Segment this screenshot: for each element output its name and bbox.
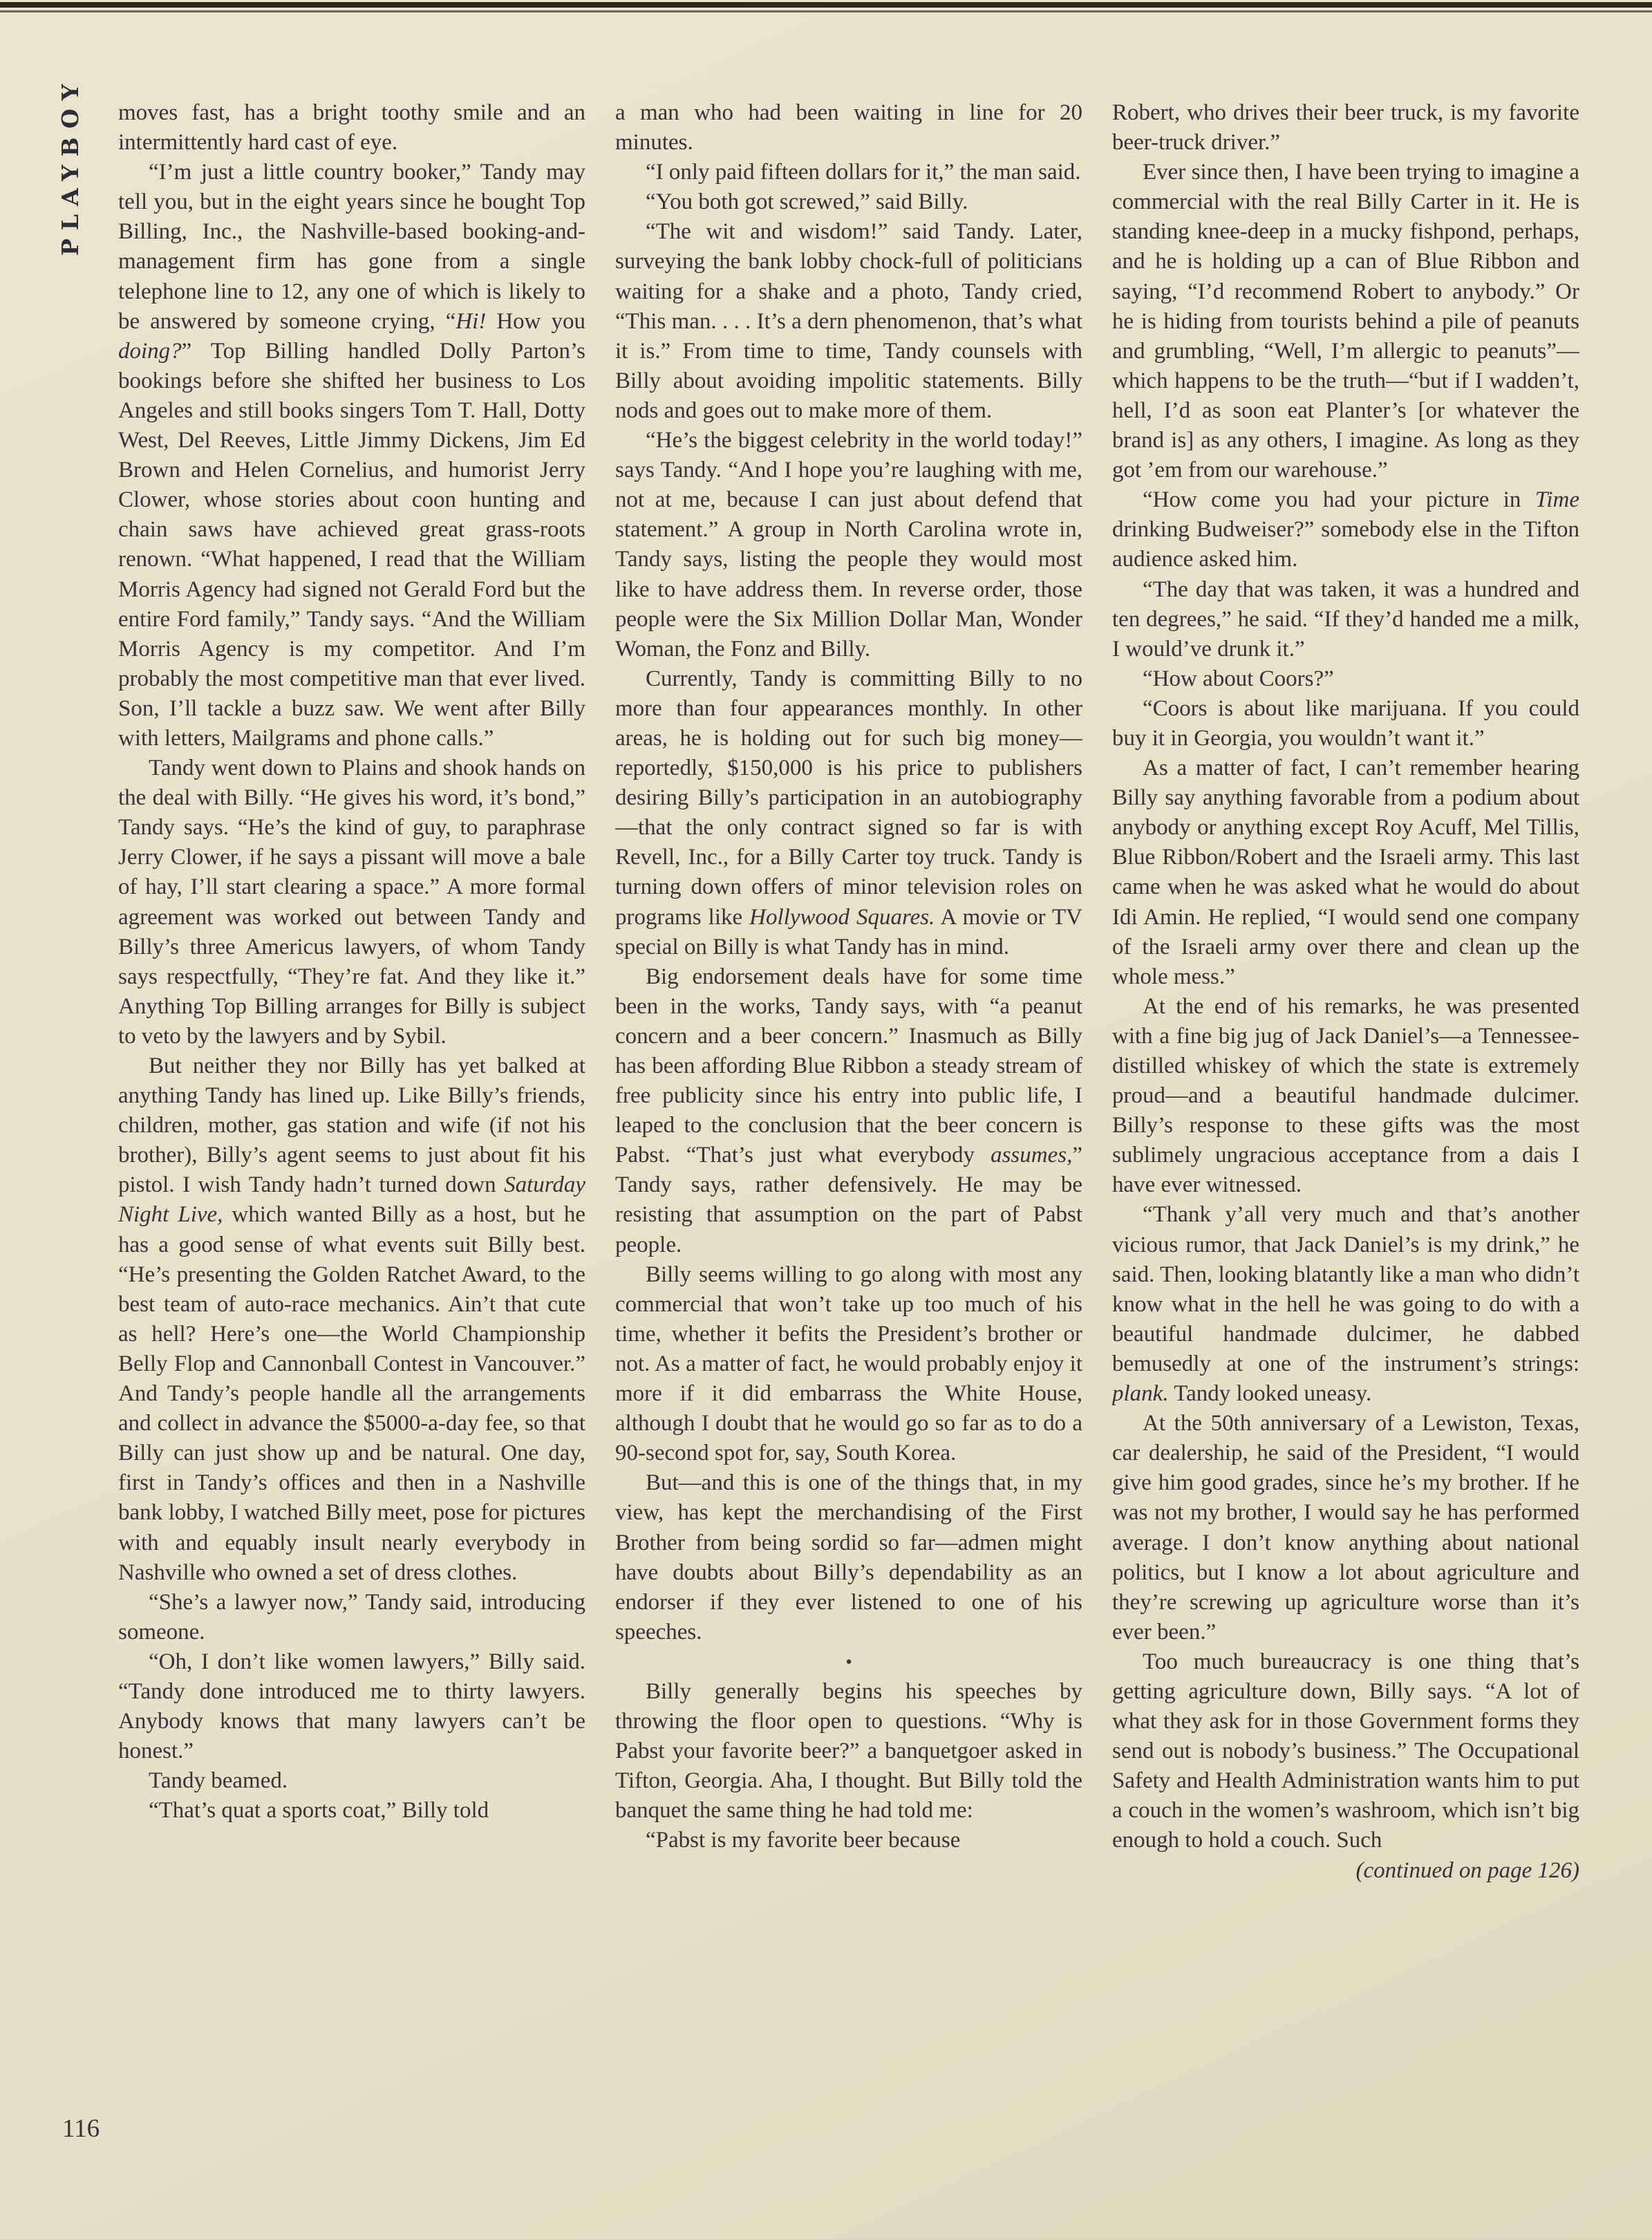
body-text: moves fast, has a bright toothy smile and an intermittently hard cast of eye. [118,100,585,156]
paragraph [1112,1200,1579,1409]
body-text: Billy generally begins his speeches by throwing the floor open to questions. “Why is Pabst your favorite beer?” a banquetgoer asked in Tifton, Georgia. Aha, I thought. But Billy told the banquet the same thing he had told me: [615,1678,1082,1824]
body-text: “Oh, I don’t like women lawyers,” Billy said. “Tandy done introduced me to thirty lawyers. Anybody knows that many lawyers can’t be honest.” [118,1649,585,1764]
paragraph [1112,1647,1579,1856]
paragraph [118,1766,585,1796]
paragraph [118,753,585,1051]
italic-text: doing? [118,338,182,364]
italic-text: assumes, [991,1143,1073,1168]
body-text: Tandy looked uneasy. [1168,1381,1372,1407]
body-text: which wanted Billy as a host, but he has a good sense of what events suit Billy best. “He’s presenting the Golden Ratchet Award, to the best team of auto-race mechanics. Ain’t that cute as hell? Here’s one—the World Championship Belly Flop and Cannonball Contest in Vancouver.” And Tandy’s people handle all the arrangements and collect in advance the $5000-a-day fee, so that Billy can just show up and be natural. One day, first in Tandy’s offices and then in a Nashville bank lobby, I watched Billy meet, pose for pictures with and equably insult nearly everybody in Nashville who owned a set of dress clothes. [118,1202,585,1585]
body-text: A movie or TV special on Billy is what Tandy has in mind. [615,904,1082,959]
body-text: “Pabst is my favorite beer because [646,1828,961,1853]
body-text: ” Top Billing handled Dolly Parton’s bookings before she shifted her business to Los Angeles and still books singers Tom T. Hall, Dotty West, Del Reeves, Little Jimmy Dickens, Jim Ed Brown and Helen Cornelius, and humorist Jerry Clower, whose stories about coon hunting and chain saws have achieved great grass-roots renown. “What happened, I read that the William Morris Agency had signed not Gerald Ford but the entire Ford family,” Tandy says. “And the William Morris Agency is my competitor. And I’m probably the most competitive man that ever lived. Son, I’ll tackle a buzz saw. We went after Billy with letters, Mailgrams and phone calls.” [118,338,585,751]
body-text: Too much bureaucracy is one thing that’s getting agriculture down, Billy says. “A lot of what they ask for in those Government forms they send out is nobody’s business.” The Occupational Safety and Health Administration wants him to put a couch in the women’s washroom, which isn’t big enough to hold a couch. Such [1112,1649,1579,1853]
paragraph [1112,1409,1579,1647]
paragraph [118,1647,585,1766]
article-column-2 [615,98,1082,2162]
body-text: Big endorsement deals have for some time been in the works, Tandy says, with “a peanut concern and a beer concern.” Inasmuch as Billy has been affording Blue Ribbon a steady stream of free publicity since his entry into public life, I leaped to the conclusion that the beer concern is Pabst. “That’s just what everybody [615,964,1082,1168]
body-text: Tandy beamed. [149,1768,288,1794]
top-rule-secondary [0,10,1652,12]
italic-text: Hollywood Squares. [749,904,935,930]
body-text: “He’s the biggest celebrity in the world today!” says Tandy. “And I hope you’re laughing with me, not at me, because I can just about defend that statement.” A group in North Carolina wrote in, Tandy says, listing the people they would most like to have address them. In reverse order, those people were the Six Million Dollar Man, Wonder Woman, the Fonz and Billy. [615,428,1082,662]
paragraph [1112,98,1579,158]
body-text: At the 50th anniversary of a Lewiston, Texas, car dealership, he said of the President, “I would give him good grades, since he’s my brother. If he was not my brother, I would say he has performed average. I don’t know anything about national politics, but I know a lot about agriculture and they’re screwing up agriculture worse than it’s ever been.” [1112,1411,1579,1645]
paragraph [615,158,1082,187]
page-number: 116 [62,2115,100,2143]
paragraph [615,217,1082,426]
paragraph [1112,664,1579,694]
paragraph [118,1051,585,1588]
paragraph [615,1826,1082,1855]
body-text: a man who had been waiting in line for 20 minutes. [615,100,1082,156]
body-text: “I only paid fifteen dollars for it,” the man said. [646,160,1081,185]
body-text: ” Tandy says, rather defensively. He may be resisting that assumption on the part of Pabst people. [615,1143,1082,1257]
paragraph [118,98,585,158]
body-text: “You both got screwed,” said Billy. [646,189,968,215]
body-text: But neither they nor Billy has yet balked at anything Tandy has lined up. Like Billy’s friends, children, mother, gas station and wife (if not his brother), Billy’s agent seems to just about fit his pistol. I wish Tandy hadn’t turned down [118,1053,585,1198]
paragraph [615,1468,1082,1647]
body-text: “I’m just a little country booker,” Tandy may tell you, but in the eight years since he bought Top Billing, Inc., the Nashville-based booking-and-management firm has gone from a single telephone line to 12, any one of which is likely to be answered by someone crying, “ [118,160,585,334]
paragraph [615,426,1082,664]
italic-text: Hi! [456,308,487,334]
body-text: “That’s quat a sports coat,” Billy told [149,1798,489,1824]
body-text: But—and this is one of the things that, in my view, has kept the merchandising of the First Brother from being sordid so far—admen might have doubts about Billy’s dependability as an endorser if they ever listened to one of his speeches. [615,1470,1082,1645]
body-text: At the end of his remarks, he was presented with a fine big jug of Jack Daniel’s—a Tennessee-distilled whiskey of which the state is extremely proud—and a beautiful handmade dulcimer. Billy’s response to these gifts was the most sublimely ungracious acceptance from a dais I have ever witnessed. [1112,993,1579,1198]
paragraph [1112,158,1579,485]
body-text: Tandy went down to Plains and shook hands on the deal with Billy. “He gives his word, it’s bond,” Tandy says. “He’s the kind of guy, to paraphrase Jerry Clower, if he says a pissant will move a bale of hay, I’ll start clearing a space.” A more formal agreement was worked out between Tandy and Billy’s three Americus lawyers, of whom Tandy says respectfully, “They’re fat. And they like it.” Anything Top Billing arranges for Billy is subject to veto by the lawyers and by Sybil. [118,756,585,1049]
section-separator-bullet: ● [845,1656,852,1667]
body-text: “How about Coors?” [1143,666,1334,691]
italic-text: Saturday Night Live, [118,1172,585,1228]
paragraph [1112,1856,1579,1886]
paragraph [1112,753,1579,992]
paragraph [615,98,1082,158]
top-rule-primary [0,2,1652,8]
paragraph [118,158,585,753]
body-text: “Coors is about like marijuana. If you could buy it in Georgia, you wouldn’t want it.” [1112,695,1579,751]
italic-text: Time [1534,487,1579,513]
paragraph [615,1260,1082,1469]
body-text: (continued on page 126) [1355,1857,1579,1883]
body-text: As a matter of fact, I can’t remember hearing Billy say anything favorable from a podium about anybody or anything except Roy Acuff, Mel Tillis, Blue Ribbon/Robert and the Israeli army. This last came when he was asked what he would do about Idi Amin. He replied, “I would send one company of the Israeli army over there and clean up the whole mess.” [1112,756,1579,989]
body-text: Currently, Tandy is committing Billy to no more than four appearances monthly. In other areas, he is holding out for such big money—reportedly, $150,000 is his price to publishers desiring Billy’s participation in an autobiography—that the only contract signed so far is with Revell, Inc., for a Billy Carter toy truck. Tandy is turning down offers of minor television roles on programs like [615,666,1082,930]
article-column-3 [1112,98,1579,2162]
paragraph [1112,485,1579,574]
body-text: drinking Budweiser?” somebody else in the Tifton audience asked him. [1112,517,1579,572]
body-text: How you [486,308,585,334]
body-text: “Thank y’all very much and that’s another vicious rumor, that Jack Daniel’s is my drink,” he said. Then, looking blatantly like a man who didn’t know what in the hell he was going to do with a beautiful handmade dulcimer, he dabbed bemusedly at one of the instrument’s strings: [1112,1202,1579,1376]
italic-text: plank. [1112,1381,1169,1407]
body-text: “She’s a lawyer now,” Tandy said, introducing someone. [118,1589,585,1645]
paragraph [1112,575,1579,664]
body-text: Ever since then, I have been trying to imagine a commercial with the real Billy Carter in it. He is standing knee-deep in a mucky fishpond, perhaps, and he is holding up a can of Blue Ribbon and saying, “I’d recommend Robert to anybody.” Or he is hiding from tourists behind a pile of peanuts and grumbling, “Well, I’m allergic to peanuts”—which happens to be the truth—“but if I wadden’t, hell, I’d as soon eat Planter’s [or whatever the brand is] as any others, I imagine. As long as they got ’em from our warehouse.” [1112,160,1579,483]
paragraph [615,1677,1082,1826]
paragraph [1112,694,1579,753]
paragraph [615,962,1082,1260]
body-text: “The day that was taken, it was a hundred and ten degrees,” he said. “If they’d handed me a milk, I would’ve drunk it.” [1112,577,1579,662]
paragraph [615,187,1082,217]
magazine-brand-vertical: PLAYBOY [57,75,84,256]
paragraph [1112,992,1579,1201]
paragraph [615,664,1082,962]
body-text: Robert, who drives their beer truck, is my favorite beer-truck driver.” [1112,100,1579,156]
body-text: Billy seems willing to go along with most any commercial that won’t take up too much of his time, whether it befits the President’s brother or not. As a matter of fact, he would probably enjoy it more if it did embarrass the White House, although I doubt that he would go so far as to do a 90-second spot for, say, South Korea. [615,1262,1082,1466]
body-text: “The wit and wisdom!” said Tandy. Later, surveying the bank lobby chock-full of politicians waiting for a shake and a photo, Tandy cried, “This man. . . . It’s a dern phenomenon, that’s what it is.” From time to time, Tandy counsels with Billy about avoiding impolitic statements. Billy nods and goes out to make more of them. [615,219,1082,423]
article-column-1 [118,98,585,2162]
paragraph [118,1588,585,1647]
paragraph [118,1796,585,1826]
body-text: “How come you had your picture in [1143,487,1535,513]
